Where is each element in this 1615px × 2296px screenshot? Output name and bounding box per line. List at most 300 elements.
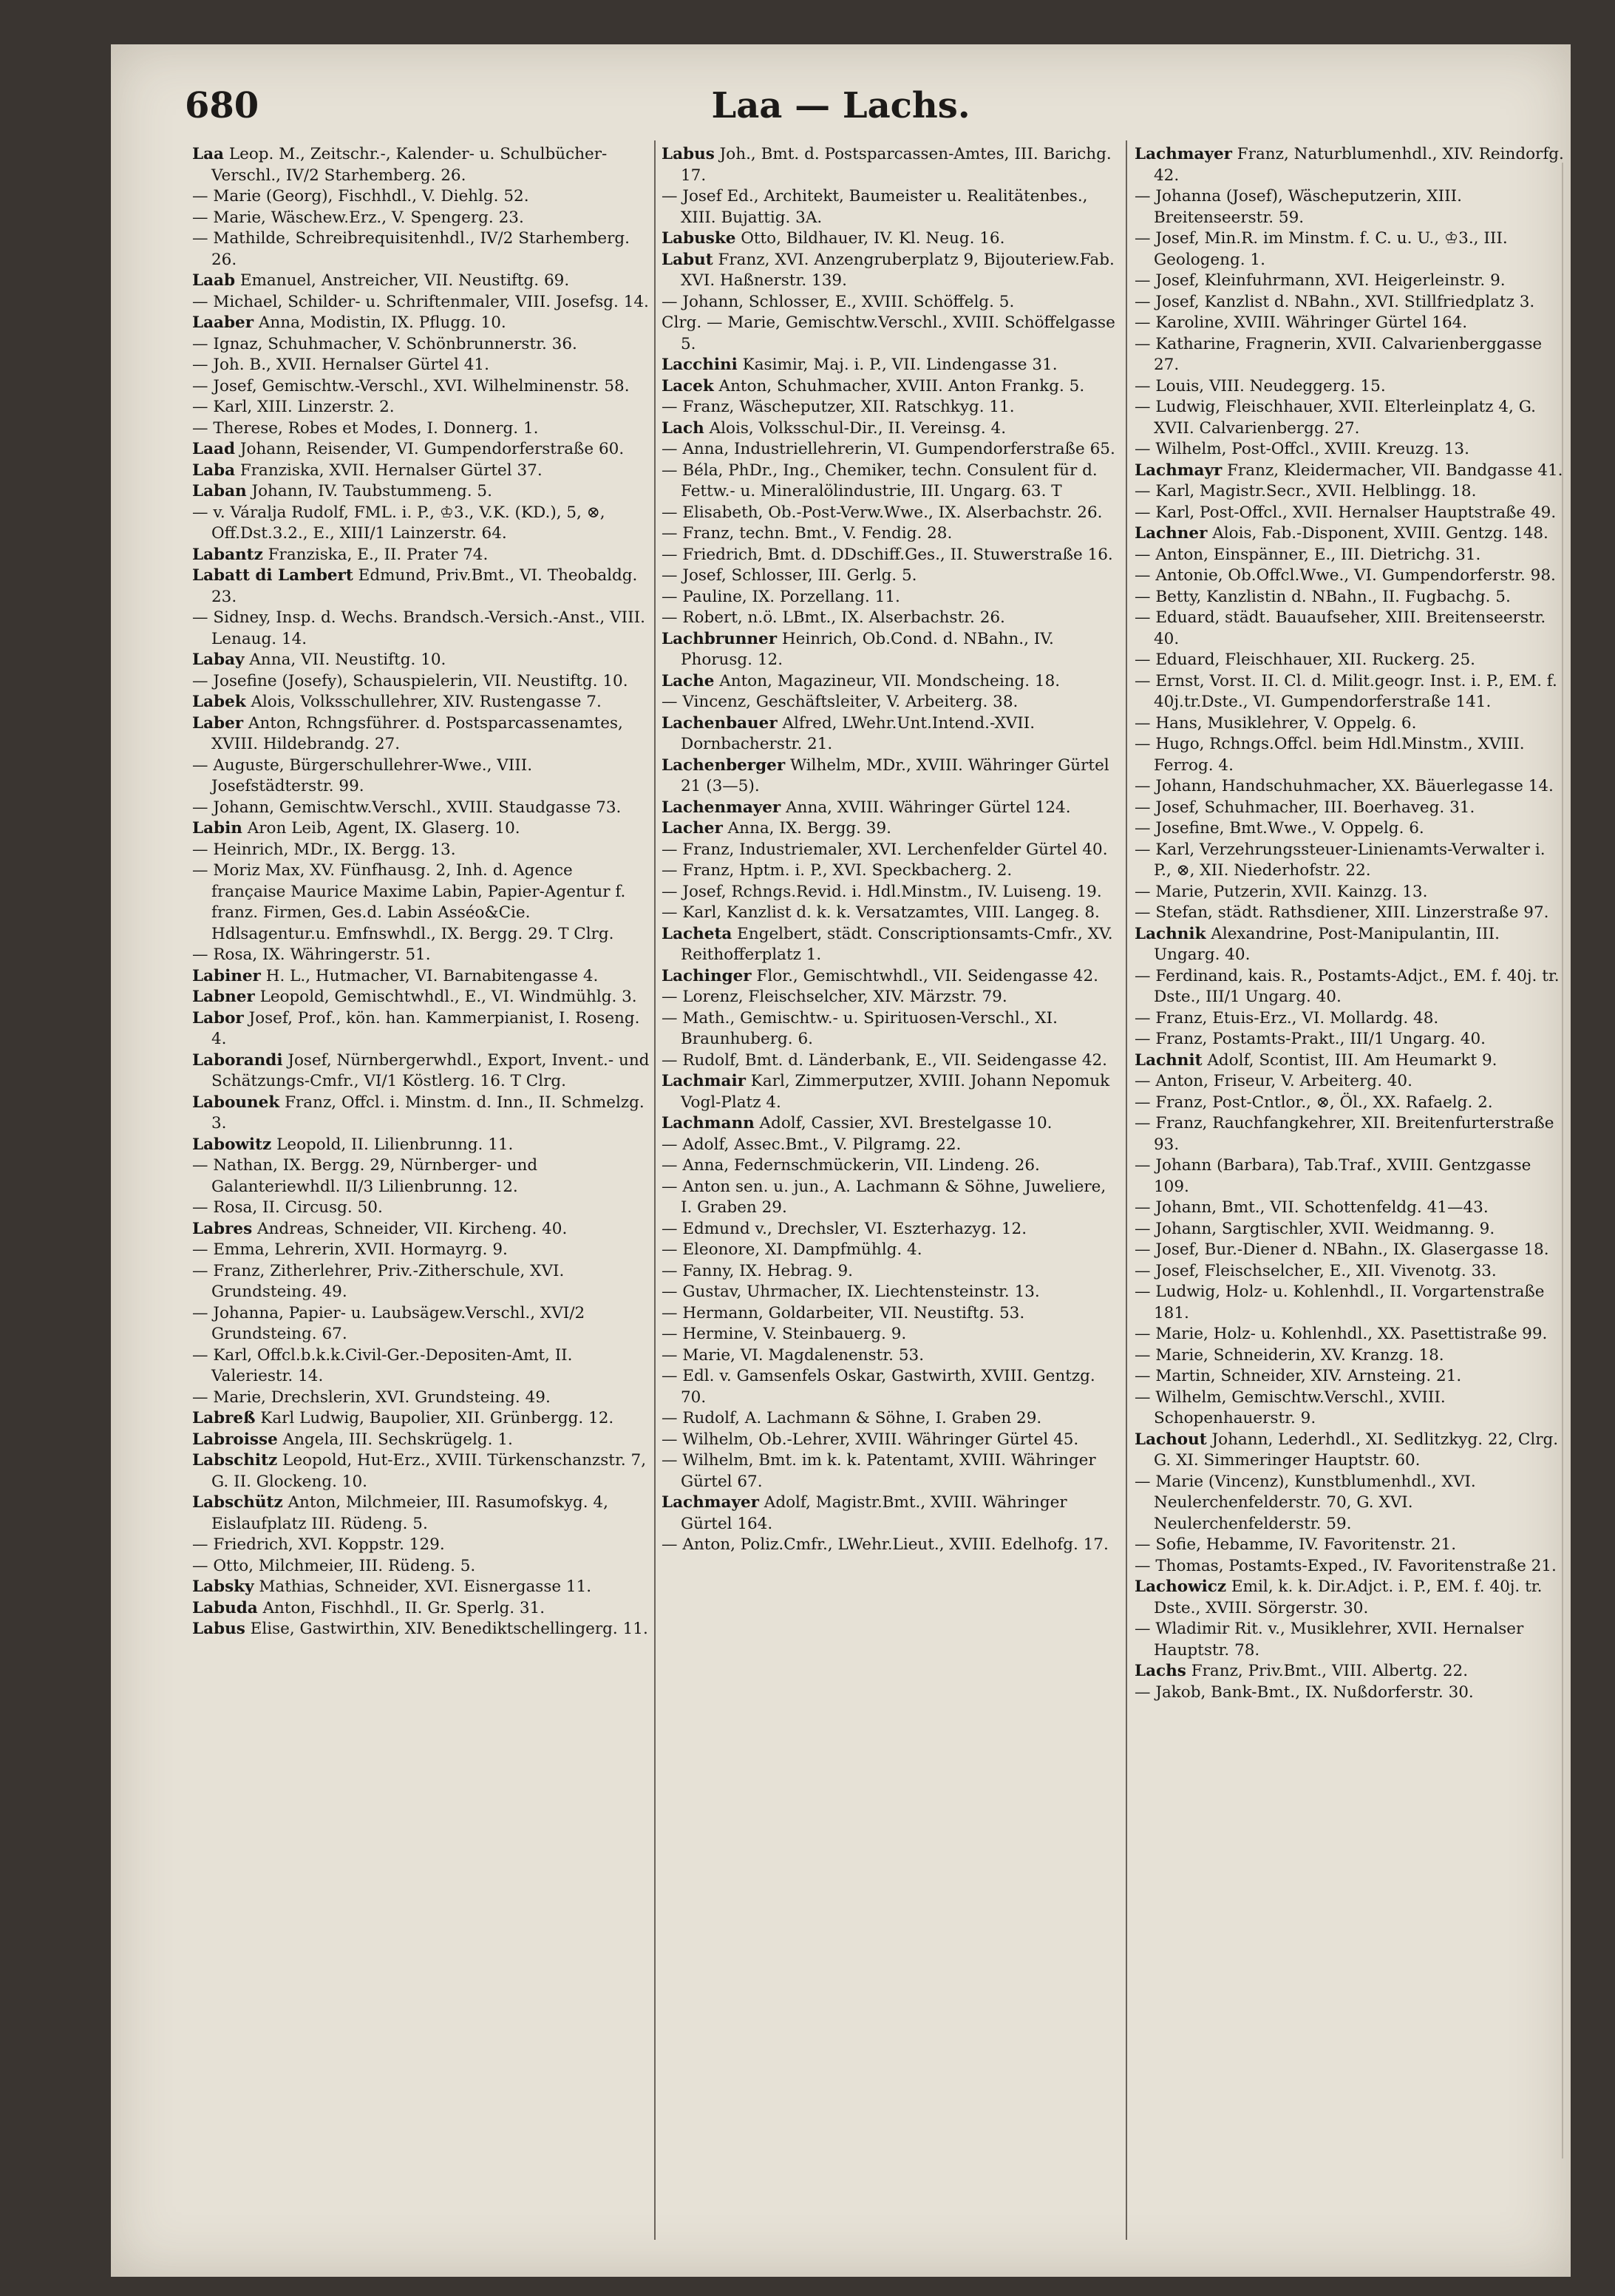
- entry-details: — Marie, VI. Magdalenenstr. 53.: [662, 1345, 925, 1365]
- entry-details: — Fanny, IX. Hebrag. 9.: [662, 1261, 854, 1280]
- entry-surname: Laborandi: [192, 1050, 283, 1070]
- directory-entry: [1135, 608, 1567, 650]
- entry-surname: Lachout: [1135, 1430, 1207, 1449]
- directory-entry: [662, 1450, 1120, 1492]
- entry-details: Franz, Naturblumenhdl., XIV. Reindorfg. 42.: [1154, 145, 1564, 185]
- entry-details: — Betty, Kanzlistin d. NBahn., II. Fugbachg. 5.: [1135, 587, 1511, 606]
- entry-details: Adolf, Scontist, III. Am Heumarkt 9.: [1202, 1050, 1497, 1070]
- directory-entry: [192, 987, 650, 1008]
- entry-details: — Wilhelm, Ob.-Lehrer, XVIII. Währinger Gürtel 45.: [662, 1430, 1079, 1449]
- directory-entry: [662, 1345, 1120, 1367]
- directory-entry: [192, 208, 650, 229]
- directory-entry: [662, 397, 1120, 418]
- entry-surname: Lachmayer: [1135, 145, 1232, 163]
- entry-details: Leopold, Hut-Erz., XVIII. Türkenschanzstr. 7, G. II. Glockeng. 10.: [211, 1451, 647, 1491]
- directory-entry: [662, 144, 1120, 186]
- directory-entry: [192, 144, 650, 186]
- directory-entry: [662, 924, 1120, 966]
- entry-details: — Auguste, Bürgerschullehrer-Wwe., VIII. Josefstädterstr. 99.: [192, 755, 533, 795]
- entry-details: — Thomas, Postamts-Exped., IV. Favoritenstraße 21.: [1135, 1556, 1557, 1575]
- directory-entry: [662, 798, 1120, 819]
- directory-entry: [192, 334, 650, 356]
- directory-entry: [662, 1177, 1120, 1219]
- entry-details: Karl Ludwig, Baupolier, XII. Grünbergg. 12.: [255, 1409, 614, 1427]
- entry-details: — Sofie, Hebamme, IV. Favoritenstr. 21.: [1135, 1535, 1457, 1554]
- entry-surname: Labatt di Lambert: [192, 566, 353, 585]
- entry-details: — Johann (Barbara), Tab.Traf., XVIII. Gentzgasse 109.: [1135, 1156, 1531, 1196]
- entry-details: — Edl. v. Gamsenfels Oskar, Gastwirth, XVIII. Gentzg. 70.: [662, 1367, 1095, 1407]
- directory-entry: [1135, 1661, 1567, 1682]
- entry-details: — Heinrich, MDr., IX. Bergg. 13.: [192, 840, 456, 859]
- directory-entry: [1135, 1682, 1567, 1704]
- entry-details: Emanuel, Anstreicher, VII. Neustiftg. 69.: [235, 271, 570, 290]
- entry-surname: Lacheta: [662, 924, 732, 943]
- directory-entry: [662, 376, 1120, 398]
- directory-entry: [662, 1071, 1120, 1113]
- directory-entry: [662, 1219, 1120, 1240]
- directory-entry: [192, 1556, 650, 1577]
- entry-surname: Labreß: [192, 1409, 256, 1427]
- entry-details: Anna, VII. Neustiftg. 10.: [244, 651, 446, 669]
- entry-details: Alois, Volksschul-Dir., II. Vereinsg. 4.: [704, 418, 1007, 438]
- entry-details: — Ludwig, Fleischhauer, XVII. Elterleinplatz 4, G. XVII. Calvarienbergg. 27.: [1135, 398, 1536, 438]
- entry-surname: Laban: [192, 482, 247, 500]
- directory-entry: [662, 1492, 1120, 1535]
- entry-surname: Labschitz: [192, 1451, 278, 1470]
- entry-details: Flor., Gemischtwhdl., VII. Seidengasse 42.: [751, 966, 1098, 985]
- entry-details: — Franz, Postamts-Prakt., III/1 Ungarg. 40.: [1135, 1030, 1486, 1048]
- entry-details: — Josef Ed., Architekt, Baumeister u. Realitätenbes., XIII. Bujattig. 3A.: [662, 187, 1088, 227]
- entry-details: — Math., Gemischtw.- u. Spirituosen-Verschl., XI. Braunhuberg. 6.: [662, 1008, 1058, 1048]
- entry-details: — Karl, Offcl.b.k.k.Civil-Ger.-Depositen-Amt, II. Valeriestr. 14.: [192, 1345, 573, 1385]
- directory-entry: [662, 503, 1120, 524]
- entry-details: Anton, Milchmeier, III. Rasumofskyg. 4, Eislaufplatz III. Rüdeng. 5.: [211, 1493, 608, 1533]
- entry-details: — Antonie, Ob.Offcl.Wwe., VI. Gumpendorferstr. 98.: [1135, 566, 1556, 585]
- column-3: [1135, 144, 1567, 1703]
- directory-entry: [192, 1450, 650, 1492]
- entry-details: — Edmund v., Drechsler, VI. Eszterhazyg. 12.: [662, 1219, 1027, 1238]
- entry-surname: Labschütz: [192, 1493, 283, 1512]
- directory-entry: [192, 1577, 650, 1598]
- directory-entry: [192, 1155, 650, 1198]
- page-title: Laa — Lachs.: [711, 85, 970, 126]
- directory-entry: [192, 860, 650, 945]
- directory-entry: [1135, 186, 1567, 228]
- directory-entry: [192, 818, 650, 840]
- directory-entry: [192, 1619, 650, 1640]
- entry-details: Franziska, E., II. Prater 74.: [262, 545, 489, 564]
- entry-details: Franz, XVI. Anzengruberplatz 9, Bijouteriew.Fab. XVI. Haßnerstr. 139.: [681, 250, 1115, 290]
- entry-details: Franziska, XVII. Hernalser Gürtel 37.: [235, 461, 543, 480]
- directory-entry: [662, 461, 1120, 503]
- entry-details: — Moriz Max, XV. Fünfhausg. 2, Inh. d. Agence française Maurice Maxime Labin, Papier-Agentur f. franz. Firmen, Ges.d. Labin Asséo&Cie. Hdlsagentur.u. Emfnswhdl., IX. Bergg. 29. T Clrg.: [192, 861, 626, 943]
- directory-entry: [1135, 840, 1567, 882]
- directory-entry: [192, 418, 650, 440]
- directory-entry: [192, 1008, 650, 1050]
- directory-entry: [192, 608, 650, 650]
- directory-entry: [1135, 1261, 1567, 1283]
- page-number: 680: [185, 85, 259, 126]
- directory-entry: [192, 461, 650, 482]
- entry-surname: Labsky: [192, 1577, 254, 1596]
- directory-entry: [662, 292, 1120, 313]
- directory-entry: [192, 503, 650, 545]
- directory-entry: [1135, 523, 1567, 545]
- entry-details: — Eduard, städt. Bauaufseher, XIII. Breitenseerstr. 40.: [1135, 608, 1546, 648]
- directory-entry: [662, 1408, 1120, 1430]
- entry-details: — Josefine (Josefy), Schauspielerin, VII. Neustiftg. 10.: [192, 671, 628, 690]
- entry-surname: Lachnik: [1135, 924, 1206, 943]
- entry-details: — Ignaz, Schuhmacher, V. Schönbrunnerstr. 36.: [192, 334, 577, 353]
- entry-surname: Laa: [192, 145, 224, 163]
- directory-entry: [662, 313, 1120, 355]
- directory-entry: [662, 545, 1120, 566]
- directory-entry: [192, 439, 650, 461]
- entry-details: — Karl, Magistr.Secr., XVII. Helblingg. 18.: [1135, 482, 1477, 500]
- entry-surname: Lachinger: [662, 966, 752, 985]
- entry-details: — Anton, Einspänner, E., III. Dietrichg. 31.: [1135, 545, 1481, 564]
- directory-entry: [1135, 1388, 1567, 1430]
- directory-entry: [1135, 1071, 1567, 1093]
- directory-entry: [1135, 1240, 1567, 1261]
- directory-entry: [662, 608, 1120, 629]
- entry-surname: Lachmayer: [662, 1493, 759, 1512]
- entry-details: — v. Váralja Rudolf, FML. i. P., ♔3., V.K. (KD.), 5, ⊗, Off.Dst.3.2., E., XIII/1 Lainzerstr. 64.: [192, 503, 605, 543]
- entry-details: — Josef, Schuhmacher, III. Boerhaveg. 31.: [1135, 798, 1475, 817]
- directory-entry: [662, 1008, 1120, 1050]
- directory-entry: [192, 1135, 650, 1156]
- entry-details: — Eleonore, XI. Dampfmühlg. 4.: [662, 1240, 922, 1259]
- directory-entry: [1135, 1219, 1567, 1240]
- entry-details: — Vincenz, Geschäftsleiter, V. Arbeiterg. 38.: [662, 693, 1019, 711]
- directory-entry: [1135, 565, 1567, 587]
- directory-entry: [1135, 461, 1567, 482]
- entry-details: — Wilhelm, Gemischtw.Verschl., XVIII. Schopenhauerstr. 9.: [1135, 1388, 1446, 1427]
- entry-details: — Josef, Bur.-Diener d. NBahn., IX. Glasergasse 18.: [1135, 1240, 1549, 1259]
- entry-surname: Laaber: [192, 313, 254, 332]
- entry-details: — Adolf, Assec.Bmt., V. Pilgramg. 22.: [662, 1135, 962, 1154]
- directory-entry: [662, 439, 1120, 461]
- entry-details: — Josef, Rchngs.Revid. i. Hdl.Minstm., IV. Luiseng. 19.: [662, 882, 1102, 901]
- directory-entry: [662, 186, 1120, 228]
- directory-entry: [1135, 1008, 1567, 1030]
- directory-entry: [1135, 734, 1567, 776]
- entry-surname: Labay: [192, 651, 245, 669]
- entry-details: — Katharine, Fragnerin, XVII. Calvarienberggasse 27.: [1135, 334, 1543, 374]
- directory-entry: [192, 1388, 650, 1409]
- entry-details: — Martin, Schneider, XIV. Arnsteing. 21.: [1135, 1367, 1462, 1385]
- entry-surname: Laber: [192, 713, 244, 733]
- directory-entry: [192, 1050, 650, 1093]
- directory-entry: [1135, 1324, 1567, 1345]
- directory-entry: [1135, 503, 1567, 524]
- entry-details: Anton, Magazineur, VII. Mondscheing. 18.: [714, 671, 1061, 690]
- entry-surname: Lach: [662, 418, 704, 438]
- entry-details: Alois, Fab.-Disponent, XVIII. Gentzg. 148.: [1207, 524, 1548, 543]
- directory-entry: [1135, 1345, 1567, 1367]
- directory-entry: [192, 1535, 650, 1556]
- entry-details: Aron Leib, Agent, IX. Glaserg. 10.: [242, 819, 520, 838]
- directory-entry: [662, 671, 1120, 693]
- directory-entry: [1135, 1577, 1567, 1619]
- entry-details: Anna, Modistin, IX. Pflugg. 10.: [254, 313, 506, 332]
- entry-details: — Otto, Milchmeier, III. Rüdeng. 5.: [192, 1556, 476, 1575]
- entry-details: Johann, Reisender, VI. Gumpendorferstraße 60.: [235, 440, 625, 458]
- directory-entry: [192, 228, 650, 271]
- directory-entry: [1135, 713, 1567, 735]
- entry-details: — Therese, Robes et Modes, I. Donnerg. 1.: [192, 418, 539, 438]
- directory-entry: [662, 1303, 1120, 1325]
- entry-details: — Johann, Sargtischler, XVII. Weidmanng. 9.: [1135, 1219, 1495, 1238]
- entry-details: — Johann, Handschuhmacher, XX. Bäuerlegasse 14.: [1135, 777, 1554, 795]
- entry-details: — Marie, Schneiderin, XV. Kranzg. 18.: [1135, 1345, 1444, 1365]
- entry-surname: Labut: [662, 250, 713, 269]
- entry-details: — Anton, Poliz.Cmfr., LWehr.Lieut., XVIII. Edelhofg. 17.: [662, 1535, 1109, 1554]
- entry-surname: Lachmayr: [1135, 461, 1223, 480]
- directory-entry: [1135, 1029, 1567, 1050]
- page-edge: [1562, 163, 1571, 2159]
- column-1: [192, 144, 650, 1640]
- entry-details: — Franz, Hptm. i. P., XVI. Speckbacherg. 2.: [662, 861, 1013, 880]
- directory-entry: [1135, 1113, 1567, 1155]
- directory-entry: [1135, 966, 1567, 1008]
- entry-details: — Josef, Schlosser, III. Gerlg. 5.: [662, 566, 917, 585]
- entry-details: — Franz, Wäscheputzer, XII. Ratschkyg. 11.: [662, 398, 1015, 416]
- directory-entry: [192, 313, 650, 334]
- entry-details: — Elisabeth, Ob.-Post-Verw.Wwe., IX. Alserbachstr. 26.: [662, 503, 1103, 522]
- directory-entry: [1135, 1155, 1567, 1198]
- entry-surname: Lachenberger: [662, 755, 786, 775]
- entry-details: — Ferdinand, kais. R., Postamts-Adjct., EM. f. 40j. tr. Dste., III/1 Ungarg. 40.: [1135, 966, 1560, 1006]
- entry-details: — Ernst, Vorst. II. Cl. d. Milit.geogr. Inst. i. P., EM. f. 40j.tr.Dste., VI. Gumpendorferstraße 141.: [1135, 671, 1557, 711]
- entry-surname: Labres: [192, 1219, 253, 1238]
- directory-entry: [192, 840, 650, 861]
- entry-details: — Anna, Industriellehrerin, VI. Gumpendorferstraße 65.: [662, 440, 1115, 458]
- entry-details: — Karl, Kanzlist d. k. k. Versatzamtes, VIII. Langeg. 8.: [662, 903, 1100, 922]
- entry-surname: Lache: [662, 671, 715, 690]
- entry-details: — Marie, Holz- u. Kohlenhdl., XX. Pasettistraße 99.: [1135, 1325, 1548, 1343]
- directory-entry: [1135, 481, 1567, 503]
- directory-entry: [192, 186, 650, 208]
- entry-details: — Johann, Bmt., VII. Schottenfeldg. 41—43.: [1135, 1198, 1489, 1217]
- entry-details: Joh., Bmt. d. Postsparcassen-Amtes, III. Barichg. 17.: [681, 145, 1112, 185]
- entry-details: — Josef, Kanzlist d. NBahn., XVI. Stillfriedplatz 3.: [1135, 292, 1535, 311]
- entry-details: — Marie, Wäschew.Erz., V. Spengerg. 23.: [192, 208, 524, 227]
- entry-surname: Labus: [192, 1620, 245, 1638]
- column-divider: [1126, 140, 1127, 2240]
- directory-entry: [192, 376, 650, 398]
- directory-entry: [192, 1261, 650, 1303]
- entry-details: — Franz, techn. Bmt., V. Fendig. 28.: [662, 524, 953, 543]
- entry-details: — Johanna (Josef), Wäscheputzerin, XIII. Breitenseerstr. 59.: [1135, 187, 1462, 227]
- entry-details: — Johann, Schlosser, E., XVIII. Schöffelg. 5.: [662, 292, 1015, 311]
- entry-details: Johann, Lederhdl., XI. Sedlitzkyg. 22, Clrg. G. XI. Simmeringer Hauptstr. 60.: [1154, 1430, 1559, 1470]
- directory-entry: [662, 1135, 1120, 1156]
- directory-entry: [662, 903, 1120, 924]
- entry-surname: Lachenmayer: [662, 798, 781, 817]
- directory-page: [111, 44, 1571, 2277]
- directory-entry: [662, 565, 1120, 587]
- directory-entry: [1135, 1050, 1567, 1072]
- directory-entry: [192, 713, 650, 755]
- entry-details: Andreas, Schneider, VII. Kircheng. 40.: [252, 1219, 568, 1238]
- directory-entry: [192, 1430, 650, 1451]
- directory-entry: [662, 713, 1120, 755]
- entry-surname: Labuda: [192, 1598, 258, 1617]
- entry-details: — Béla, PhDr., Ing., Chemiker, techn. Consulent für d. Fettw.- u. Mineralölindustrie, III. Ungarg. 63. T: [662, 461, 1098, 500]
- directory-entry: [1135, 1535, 1567, 1556]
- entry-details: — Wilhelm, Bmt. im k. k. Patentamt, XVIII. Währinger Gürtel 67.: [662, 1451, 1096, 1491]
- entry-details: — Friedrich, XVI. Koppstr. 129.: [192, 1535, 445, 1554]
- entry-details: — Hugo, Rchngs.Offcl. beim Hdl.Minstm., XVIII. Ferrog. 4.: [1135, 735, 1525, 775]
- entry-details: — Joh. B., XVII. Hernalser Gürtel 41.: [192, 356, 489, 374]
- entry-details: — Anton, Friseur, V. Arbeiterg. 40.: [1135, 1072, 1412, 1090]
- directory-entry: [1135, 924, 1567, 966]
- entry-details: — Marie (Vincenz), Kunstblumenhdl., XVI. Neulerchenfelderstr. 70, G. XVI. Neulerchenfelderstr. 59.: [1135, 1472, 1476, 1533]
- entry-details: Edmund, Priv.Bmt., VI. Theobaldg. 23.: [211, 566, 638, 606]
- directory-entry: [1135, 882, 1567, 903]
- directory-entry: [1135, 1282, 1567, 1324]
- entry-details: — Eduard, Fleischhauer, XII. Ruckerg. 25.: [1135, 651, 1475, 669]
- directory-entry: [1135, 397, 1567, 439]
- directory-entry: [662, 1324, 1120, 1345]
- entry-details: Anton, Schuhmacher, XVIII. Anton Frankg. 5.: [713, 376, 1085, 395]
- entry-details: — Friedrich, Bmt. d. DDschiff.Ges., II. Stuwerstraße 16.: [662, 545, 1113, 564]
- entry-details: — Josefine, Bmt.Wwe., V. Oppelg. 6.: [1135, 819, 1424, 838]
- directory-entry: [662, 1282, 1120, 1303]
- directory-entry: [192, 692, 650, 713]
- entry-details: Franz, Priv.Bmt., VIII. Albertg. 22.: [1186, 1662, 1469, 1680]
- directory-entry: [192, 1345, 650, 1388]
- entry-surname: Labuske: [662, 229, 736, 248]
- directory-entry: [1135, 1198, 1567, 1219]
- entry-details: — Marie (Georg), Fischhdl., V. Diehlg. 52.: [192, 187, 529, 206]
- directory-entry: [662, 228, 1120, 250]
- entry-details: Alois, Volksschullehrer, XIV. Rustengasse 7.: [245, 693, 602, 711]
- entry-surname: Lachowicz: [1135, 1577, 1227, 1596]
- entry-details: — Rudolf, Bmt. d. Länderbank, E., VII. Seidengasse 42.: [662, 1050, 1108, 1070]
- entry-surname: Labowitz: [192, 1135, 272, 1154]
- directory-entry: [662, 1261, 1120, 1283]
- entry-details: — Franz, Post-Cntlor., ⊗, Öl., XX. Rafaelg. 2.: [1135, 1093, 1493, 1112]
- entry-details: — Franz, Industriemaler, XVI. Lerchenfelder Gürtel 40.: [662, 840, 1108, 859]
- entry-surname: Lachmair: [662, 1072, 746, 1090]
- directory-entry: [192, 1219, 650, 1240]
- entry-details: — Mathilde, Schreibrequisitenhdl., IV/2 Starhemberg. 26.: [192, 229, 630, 269]
- entry-surname: Lachenbauer: [662, 713, 778, 733]
- entry-details: — Josef, Gemischtw.-Verschl., XVI. Wilhelminenstr. 58.: [192, 376, 630, 395]
- directory-entry: [1135, 587, 1567, 608]
- entry-details: — Wilhelm, Post-Offcl., XVIII. Kreuzg. 13.: [1135, 440, 1469, 458]
- directory-entry: [662, 1430, 1120, 1451]
- entry-details: Adolf, Magistr.Bmt., XVIII. Währinger Gürtel 164.: [681, 1493, 1067, 1533]
- directory-entry: [192, 481, 650, 503]
- directory-entry: [192, 1198, 650, 1219]
- directory-entry: [662, 355, 1120, 376]
- entry-surname: Laab: [192, 271, 236, 290]
- entry-details: — Karl, Verzehrungssteuer-Linienamts-Verwalter i. P., ⊗, XII. Niederhofstr. 22.: [1135, 840, 1546, 880]
- directory-entry: [1135, 144, 1567, 186]
- entry-details: — Josef, Kleinfuhrmann, XVI. Heigerleinstr. 9.: [1135, 271, 1506, 290]
- directory-entry: [662, 418, 1120, 440]
- entry-details: — Wladimir Rit. v., Musiklehrer, XVII. Hernalser Hauptstr. 78.: [1135, 1620, 1524, 1660]
- directory-entry: [1135, 376, 1567, 398]
- entry-details: Anton, Rchngsführer. d. Postsparcassenamtes, XVIII. Hildebrandg. 27.: [211, 713, 623, 753]
- entry-surname: Laad: [192, 440, 236, 458]
- directory-entry: [1135, 1430, 1567, 1472]
- entry-details: Kasimir, Maj. i. P., VII. Lindengasse 31.: [737, 356, 1058, 374]
- entry-details: Mathias, Schneider, XVI. Eisnergasse 11.: [254, 1577, 592, 1596]
- directory-entry: [662, 692, 1120, 713]
- entry-details: Clrg. — Marie, Gemischtw.Verschl., XVIII. Schöffelgasse 5.: [662, 313, 1115, 353]
- entry-details: — Rosa, IX. Währingerstr. 51.: [192, 945, 431, 964]
- directory-entry: [1135, 1366, 1567, 1388]
- entry-details: — Johann, Gemischtw.Verschl., XVIII. Staudgasse 73.: [192, 798, 622, 817]
- directory-entry: [662, 587, 1120, 608]
- entry-surname: Labiner: [192, 966, 261, 985]
- directory-entry: [662, 860, 1120, 882]
- directory-entry: [1135, 776, 1567, 798]
- entry-details: Franz, Kleidermacher, VII. Bandgasse 41.: [1222, 461, 1563, 480]
- entry-details: Elise, Gastwirthin, XIV. Benediktschellingerg. 11.: [245, 1620, 648, 1638]
- entry-details: — Lorenz, Fleischselcher, XIV. Märzstr. 79.: [662, 988, 1007, 1006]
- entry-surname: Laba: [192, 461, 236, 480]
- directory-entry: [662, 818, 1120, 840]
- entry-details: Anna, XVIII. Währinger Gürtel 124.: [781, 798, 1071, 817]
- entry-details: — Hermann, Goldarbeiter, VII. Neustiftg. 53.: [662, 1303, 1025, 1322]
- directory-entry: [192, 565, 650, 608]
- entry-surname: Lachnit: [1135, 1050, 1203, 1070]
- directory-entry: [192, 397, 650, 418]
- entry-details: Karl, Zimmerputzer, XVIII. Johann Nepomuk Vogl-Platz 4.: [681, 1072, 1110, 1112]
- entry-details: — Louis, VIII. Neudeggerg. 15.: [1135, 376, 1386, 395]
- entry-details: Josef, Prof., kön. han. Kammerpianist, I. Roseng. 4.: [211, 1008, 640, 1048]
- directory-entry: [1135, 650, 1567, 671]
- entry-details: — Robert, n.ö. LBmt., IX. Alserbachstr. 26.: [662, 608, 1005, 627]
- directory-entry: [192, 1408, 650, 1430]
- entry-surname: Labek: [192, 693, 246, 711]
- entry-surname: Labor: [192, 1008, 244, 1028]
- directory-entry: [192, 545, 650, 566]
- column-2: [662, 144, 1120, 1556]
- directory-entry: [662, 987, 1120, 1008]
- entry-details: Franz, Offcl. i. Minstm. d. Inn., II. Schmelzg. 3.: [211, 1093, 645, 1132]
- entry-details: Alfred, LWehr.Unt.Intend.-XVII. Dornbacherstr. 21.: [681, 713, 1036, 753]
- directory-entry: [1135, 671, 1567, 713]
- directory-entry: [1135, 1093, 1567, 1114]
- entry-details: Leopold, II. Lilienbrunng. 11.: [271, 1135, 514, 1154]
- directory-entry: [662, 250, 1120, 292]
- entry-details: — Ludwig, Holz- u. Kohlenhdl., II. Vorgartenstraße 181.: [1135, 1283, 1545, 1322]
- entry-details: — Sidney, Insp. d. Wechs. Brandsch.-Versich.-Anst., VIII. Lenaug. 14.: [192, 608, 645, 648]
- entry-details: Alexandrine, Post-Manipulantin, III. Ungarg. 40.: [1154, 924, 1500, 964]
- directory-entry: [1135, 1472, 1567, 1535]
- entry-details: — Karoline, XVIII. Währinger Gürtel 164.: [1135, 313, 1468, 332]
- directory-entry: [1135, 818, 1567, 840]
- directory-entry: [192, 966, 650, 988]
- directory-entry: [662, 629, 1120, 671]
- directory-entry: [662, 966, 1120, 988]
- entry-details: Anton, Fischhdl., II. Gr. Sperlg. 31.: [257, 1598, 545, 1617]
- entry-surname: Labroisse: [192, 1430, 278, 1449]
- entry-details: — Stefan, städt. Rathsdiener, XIII. Linzerstraße 97.: [1135, 903, 1549, 922]
- entry-details: — Franz, Rauchfangkehrer, XII. Breitenfurterstraße 93.: [1135, 1114, 1554, 1154]
- entry-details: — Emma, Lehrerin, XVII. Hormayrg. 9.: [192, 1240, 508, 1259]
- directory-entry: [1135, 1556, 1567, 1577]
- directory-entry: [192, 650, 650, 671]
- directory-entry: [662, 1366, 1120, 1408]
- directory-entry: [662, 1240, 1120, 1261]
